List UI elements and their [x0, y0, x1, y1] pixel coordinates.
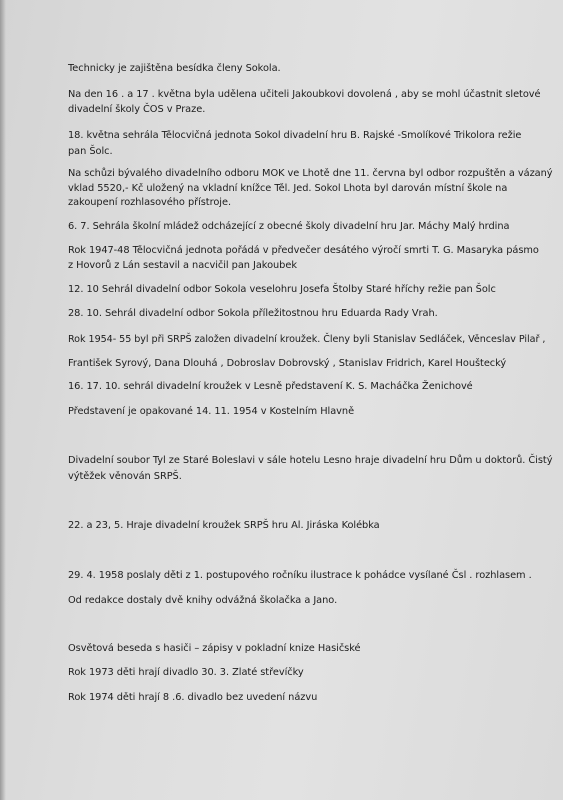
text-line: 18. května sehrála Tělocvičná jednota Sokol divadelní hru B. Rajské -Smolíkové Trikolora režie [68, 130, 522, 141]
text-line: Technicky je zajištěna besídka členy Sokola. [68, 63, 281, 74]
text-line: Rok 1947-48 Tělocvičná jednota pořádá v předvečer desátého výročí smrti T. G. Masaryka pásmo [68, 245, 539, 256]
text-line: Představení je opakované 14. 11. 1954 v Kostelním Hlavně [68, 406, 355, 417]
text-line: Rok 1973 děti hrají divadlo 30. 3. Zlaté střevíčky [68, 667, 304, 678]
text-line: výtěžek věnován SRPŠ. [68, 471, 182, 482]
text-line: 29. 4. 1958 poslaly děti z 1. postupového ročníku ilustrace k pohádce vysílané Čsl . rozhlasem . [68, 570, 532, 581]
text-line: Rok 1974 děti hrají 8 .6. divadlo bez uvedení názvu [68, 692, 318, 703]
text-line: Rok 1954- 55 byl při SRPŠ založen divadelní kroužek. Členy byli Stanislav Sedláček, Věnceslav Pilař , [68, 334, 546, 345]
text-line: Na schůzi bývalého divadelního odboru MOK ve Lhotě dne 11. června byl odbor rozpuštěn a vázaný [68, 168, 553, 179]
text-line: vklad 5520,- Kč uložený na vkladní knížce Těl. Jed. Sokol Lhota byl darován místní škole na [68, 183, 508, 194]
text-line: zakoupení rozhlasového přístroje. [68, 197, 232, 208]
text-line: 16. 17. 10. sehrál divadelní kroužek v Lesně představení K. S. Macháčka Ženichové [68, 381, 473, 392]
text-line: 12. 10 Sehrál divadelní odbor Sokola veselohru Josefa Štolby Staré hříchy režie pan Šolc [68, 284, 496, 295]
text-line: pan Šolc. [68, 146, 113, 157]
text-line: divadelní školy ČOS v Praze. [68, 104, 206, 115]
text-line: 22. a 23, 5. Hraje divadelní kroužek SRPŠ hru Al. Jiráska Kolébka [68, 520, 380, 531]
text-line: Osvětová beseda s hasiči – zápisy v pokladní knize Hasičské [68, 643, 361, 654]
text-line: Na den 16 . a 17 . května byla udělena učiteli Jakoubkovi dovolená , aby se mohl účastnit sletové [68, 89, 541, 100]
text-line: z Hovorů z Lán sestavil a nacvičil pan Jakoubek [68, 260, 297, 271]
text-line: 6. 7. Sehrála školní mládež odcházející z obecné školy divadelní hru Jar. Máchy Malý hrdina [68, 221, 510, 232]
text-line: Od redakce dostaly dvě knihy odvážná školačka a Jano. [68, 595, 338, 606]
text-line: Divadelní soubor Tyl ze Staré Boleslavi v sále hotelu Lesno hraje divadelní hru Dům u doktorů. Čistý [68, 455, 553, 466]
text-line: 28. 10. Sehrál divadelní odbor Sokola příležitostnou hru Eduarda Rady Vrah. [68, 308, 438, 319]
text-line: František Syrový, Dana Dlouhá , Dobroslav Dobrovský , Stanislav Fridrich, Karel Houštecký [68, 358, 507, 369]
